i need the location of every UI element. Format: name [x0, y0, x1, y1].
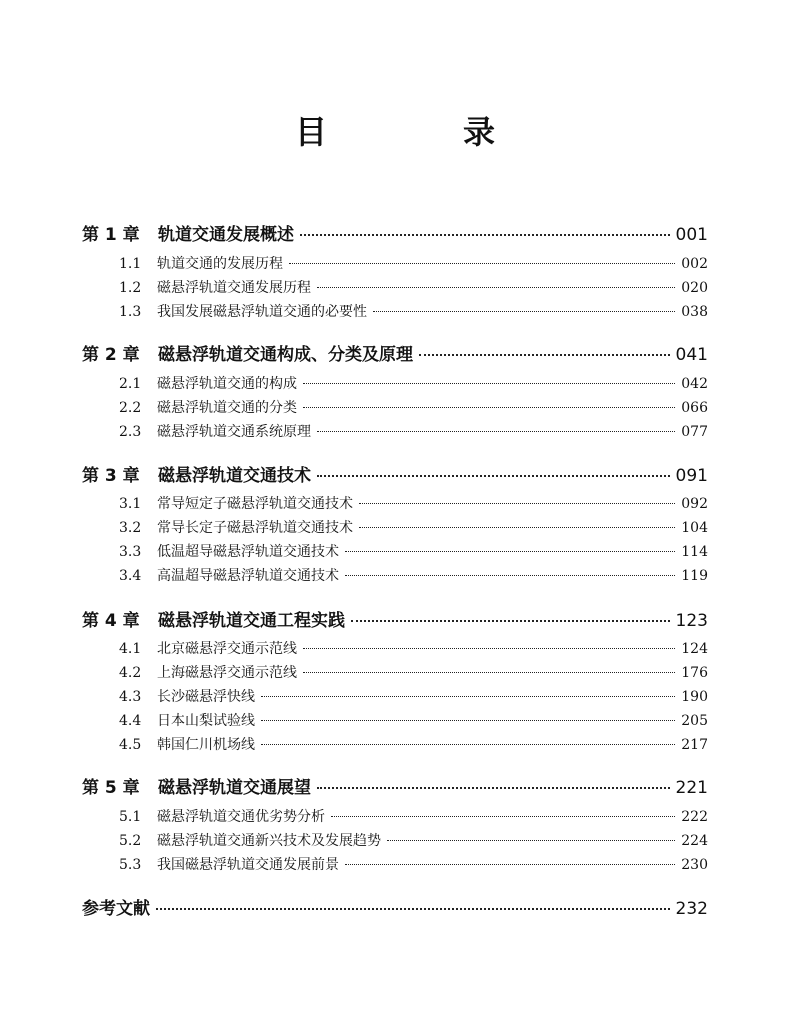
page-number: 091: [675, 466, 708, 486]
section-title: 北京磁悬浮交通示范线: [157, 641, 297, 657]
leader-dots: [345, 575, 675, 576]
leader-dots: [261, 744, 675, 745]
page-number: 041: [675, 345, 708, 365]
section-title: 常导短定子磁悬浮轨道交通技术: [157, 496, 353, 512]
section-title: 高温超导磁悬浮轨道交通技术: [157, 568, 339, 584]
section-title: 磁悬浮轨道交通优劣势分析: [157, 809, 325, 825]
toc-section-4-4[interactable]: [82, 710, 708, 734]
section-number: 1.1: [119, 256, 142, 272]
section-number: 4.5: [119, 737, 142, 753]
toc-section-3-4[interactable]: [82, 565, 708, 589]
section-number: 3.2: [119, 520, 142, 536]
page-number: 020: [681, 280, 708, 296]
leader-dots: [317, 475, 670, 477]
section-title: 日本山梨试验线: [157, 713, 255, 729]
section-number: 5.2: [119, 833, 142, 849]
page-number: 124: [681, 641, 708, 657]
page-number: 001: [675, 225, 708, 245]
leader-dots: [303, 407, 675, 408]
section-title: 上海磁悬浮交通示范线: [157, 665, 297, 681]
toc-chapter-3[interactable]: [82, 461, 708, 485]
toc-section-3-1[interactable]: [82, 493, 708, 517]
leader-dots: [303, 648, 675, 649]
chapter-title: 磁悬浮轨道交通技术: [158, 466, 311, 486]
chapter-number: 第 4 章: [82, 611, 140, 631]
leader-dots: [303, 383, 675, 384]
section-number: 4.3: [119, 689, 142, 705]
leader-dots: [359, 527, 675, 528]
leader-dots: [317, 787, 670, 789]
section-title: 低温超导磁悬浮轨道交通技术: [157, 544, 339, 560]
leader-dots: [351, 620, 670, 622]
section-title: 常导长定子磁悬浮轨道交通技术: [157, 520, 353, 536]
leader-dots: [373, 311, 675, 312]
page-number: 038: [681, 304, 708, 320]
page-number: 002: [681, 256, 708, 272]
toc-chapter-4[interactable]: [82, 606, 708, 630]
leader-dots: [419, 354, 670, 356]
toc-chapter-5[interactable]: [82, 773, 708, 797]
toc-section-3-2[interactable]: [82, 517, 708, 541]
section-title: 磁悬浮轨道交通系统原理: [157, 424, 311, 440]
leader-dots: [359, 503, 675, 504]
page-number: 222: [681, 809, 708, 825]
leader-dots: [345, 864, 675, 865]
leader-dots: [289, 263, 675, 264]
page-number: 221: [675, 778, 708, 798]
leader-dots: [303, 672, 675, 673]
page-number: 077: [681, 424, 708, 440]
section-number: 2.2: [119, 400, 142, 416]
page-number: 042: [681, 376, 708, 392]
section-title: 我国磁悬浮轨道交通发展前景: [157, 857, 339, 873]
toc-chapter-2[interactable]: [82, 340, 708, 364]
page-number: 190: [681, 689, 708, 705]
section-title: 磁悬浮轨道交通的分类: [157, 400, 297, 416]
page-number: 114: [681, 544, 708, 560]
toc-section-5-1[interactable]: [82, 806, 708, 830]
section-number: 3.3: [119, 544, 142, 560]
chapter-number: 第 5 章: [82, 778, 140, 798]
section-number: 1.3: [119, 304, 142, 320]
section-number: 2.1: [119, 376, 142, 392]
page-number: 092: [681, 496, 708, 512]
section-title: 磁悬浮轨道交通新兴技术及发展趋势: [157, 833, 381, 849]
toc-chapter-1[interactable]: [82, 220, 708, 244]
chapter-title: 磁悬浮轨道交通构成、分类及原理: [158, 345, 413, 365]
section-number: 4.4: [119, 713, 142, 729]
toc-section-1-2[interactable]: [82, 277, 708, 301]
leader-dots: [345, 551, 675, 552]
chapter-title: 磁悬浮轨道交通展望: [158, 778, 311, 798]
toc-section-4-5[interactable]: [82, 734, 708, 758]
page-number: 066: [681, 400, 708, 416]
leader-dots: [387, 840, 675, 841]
leader-dots: [317, 287, 675, 288]
page-number: 176: [681, 665, 708, 681]
toc-section-2-1[interactable]: [82, 373, 708, 397]
section-number: 4.2: [119, 665, 142, 681]
section-title: 长沙磁悬浮快线: [157, 689, 255, 705]
leader-dots: [331, 816, 675, 817]
section-number: 4.1: [119, 641, 142, 657]
section-number: 5.1: [119, 809, 142, 825]
section-title: 韩国仁川机场线: [157, 737, 255, 753]
toc-section-2-2[interactable]: [82, 397, 708, 421]
leader-dots: [261, 720, 675, 721]
toc-section-5-3[interactable]: [82, 854, 708, 878]
section-title: 磁悬浮轨道交通的构成: [157, 376, 297, 392]
page-number: 232: [675, 899, 708, 919]
chapter-number: 第 1 章: [82, 225, 140, 245]
toc-section-4-3[interactable]: [82, 686, 708, 710]
page-number: 224: [681, 833, 708, 849]
toc-section-1-1[interactable]: [82, 253, 708, 277]
section-number: 3.1: [119, 496, 142, 512]
leader-dots: [156, 908, 670, 910]
toc-references[interactable]: [82, 894, 708, 918]
section-title: 我国发展磁悬浮轨道交通的必要性: [157, 304, 367, 320]
toc-section-3-3[interactable]: [82, 541, 708, 565]
toc-section-2-3[interactable]: [82, 421, 708, 445]
toc-section-4-2[interactable]: [82, 662, 708, 686]
leader-dots: [261, 696, 675, 697]
page-number: 217: [681, 737, 708, 753]
leader-dots: [300, 234, 670, 236]
section-number: 1.2: [119, 280, 142, 296]
page-number: 230: [681, 857, 708, 873]
page-number: 119: [681, 568, 708, 584]
section-number: 5.3: [119, 857, 142, 873]
references-title: 参考文献: [82, 899, 150, 919]
section-title: 磁悬浮轨道交通发展历程: [157, 280, 311, 296]
toc-section-1-3[interactable]: [82, 301, 708, 325]
leader-dots: [317, 431, 675, 432]
page-number: 123: [675, 611, 708, 631]
chapter-title: 磁悬浮轨道交通工程实践: [158, 611, 345, 631]
section-number: 2.3: [119, 424, 142, 440]
page-title: 目 录: [294, 113, 547, 151]
section-number: 3.4: [119, 568, 142, 584]
chapter-number: 第 2 章: [82, 345, 140, 365]
section-title: 轨道交通的发展历程: [157, 256, 283, 272]
toc-section-4-1[interactable]: [82, 638, 708, 662]
chapter-number: 第 3 章: [82, 466, 140, 486]
toc-section-5-2[interactable]: [82, 830, 708, 854]
page-number: 104: [681, 520, 708, 536]
page-number: 205: [681, 713, 708, 729]
chapter-title: 轨道交通发展概述: [158, 225, 294, 245]
